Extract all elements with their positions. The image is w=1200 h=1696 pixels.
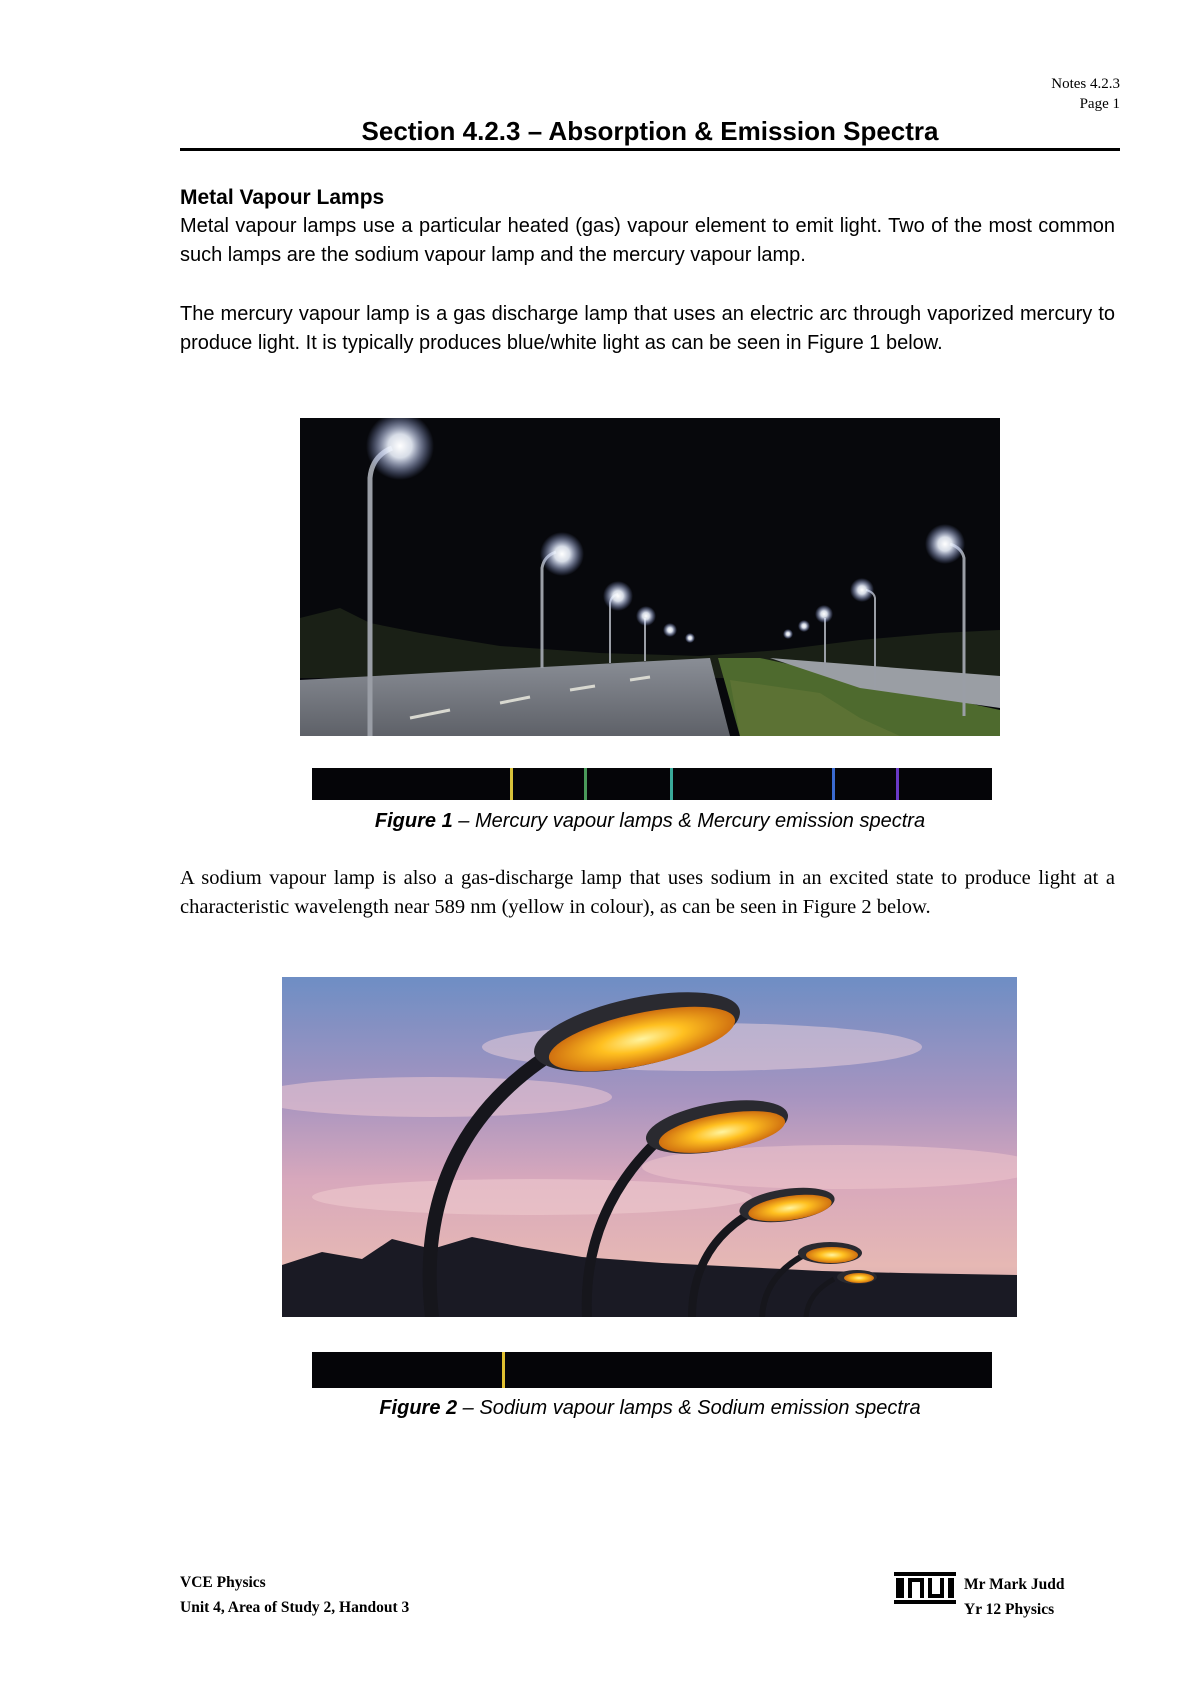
footer-year: Yr 12 Physics (964, 1601, 1055, 1618)
title-rule (180, 148, 1120, 151)
spectrum-line-blue (832, 768, 835, 800)
paragraph-mercury: The mercury vapour lamp is a gas discharge lamp that uses an electric arc through vaporized mercury to produce light. It is typically produces blue/white light as can be seen in Figure 1 below. (180, 303, 1115, 354)
page-number: Page 1 (1079, 96, 1120, 112)
figure1-caption (180, 810, 1120, 833)
section-title: Section 4.2.3 – Absorption & Emission Spectra (361, 116, 939, 146)
spectrum-line-sodium-yellow (502, 1352, 505, 1388)
paragraph-sodium: A sodium vapour lamp is also a gas-discharge lamp that uses sodium in an excited state to produce light at a characteristic wavelength near 589 nm (yellow in colour), as can be seen in Figure 2 below. (180, 867, 1115, 918)
spectrum-line-yellow (510, 768, 513, 800)
figure1-label: Figure 1 (374, 810, 453, 832)
page-notes-label (1051, 74, 1120, 114)
footer-author-info (964, 1572, 1064, 1622)
mercury-emission-spectrum (312, 768, 992, 800)
spectrum-line-green (584, 768, 587, 800)
figure2-label: Figure 2 (379, 1397, 458, 1419)
spectrum-line-cyan (670, 768, 673, 800)
paragraph-intro: Metal vapour lamps use a particular heated (gas) vapour element to emit light. Two of the most common such lamps are the sodium vapour lamp and the mercury vapour lamp. (180, 215, 1115, 266)
school-logo (894, 1570, 956, 1606)
subsection-heading: Metal Vapour Lamps (180, 186, 385, 209)
notes-number: Notes 4.2.3 (1051, 76, 1120, 92)
footer-author: Mr Mark Judd (964, 1576, 1065, 1593)
sodium-lamps-photo (282, 977, 1017, 1317)
footer-course: VCE Physics (180, 1574, 266, 1591)
figure2-caption-text: – Sodium vapour lamps & Sodium emission spectra (457, 1397, 921, 1419)
figure1-caption-text: – Mercury vapour lamps & Mercury emission spectra (452, 810, 926, 832)
footer-course-info (180, 1570, 409, 1620)
mercury-lamps-photo (300, 418, 1000, 736)
spectrum-line-violet (896, 768, 899, 800)
footer-unit: Unit 4, Area of Study 2, Handout 3 (180, 1599, 410, 1616)
sodium-emission-spectrum (312, 1352, 992, 1388)
figure2-caption (180, 1397, 1120, 1420)
